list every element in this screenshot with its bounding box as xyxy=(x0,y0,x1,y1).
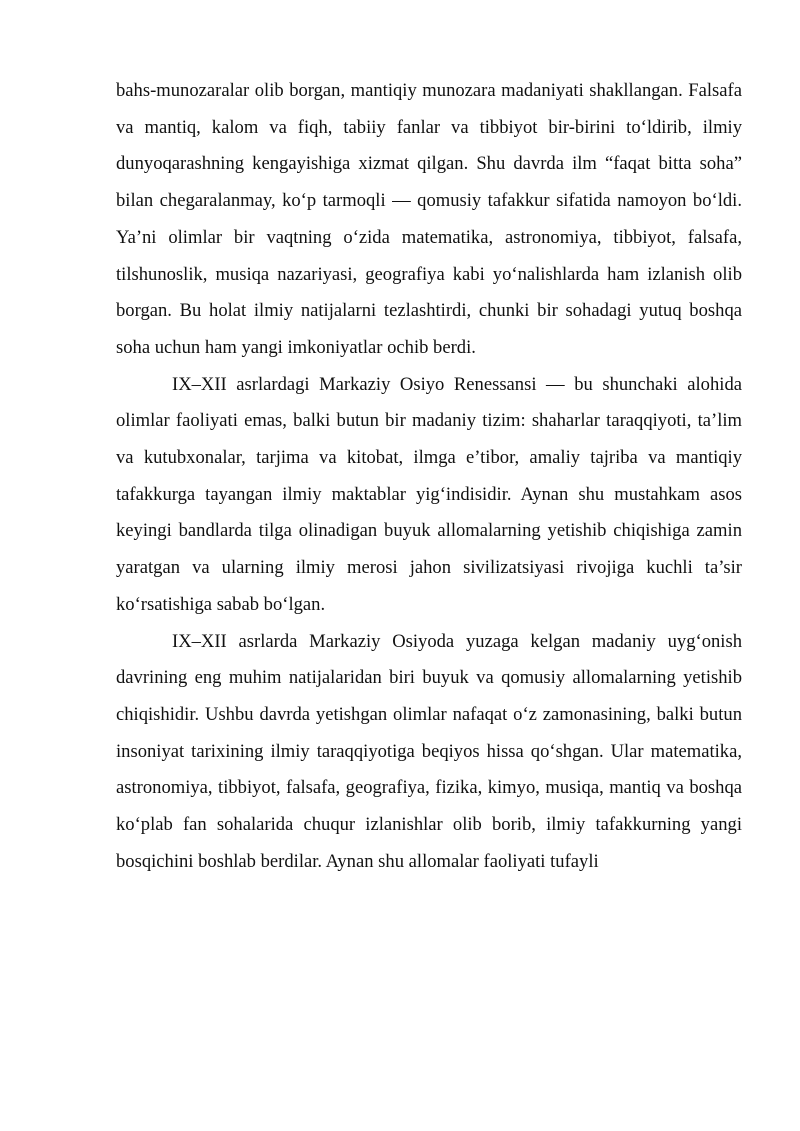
paragraph-3: IX–XII asrlarda Markaziy Osiyoda yuzaga kelgan madaniy uyg‘onish davrining eng muhim natijalaridan biri buyuk va qomusiy allomalarning yetishib chiqishidir. Ushbu davrda yetishgan olimlar nafaqat o‘z zamonasining, balki butun insoniyat tarixining ilmiy taraqqiyotiga beqiyos hissa qo‘shgan. Ular matematika, astronomiya, tibbiyot, falsafa, geografiya, fizika, kimyo, musiqa, mantiq va boshqa ko‘plab fan sohalarida chuqur izlanishlar olib borib, ilmiy tafakkurning yangi bosqichini boshlab berdilar. Aynan shu allomalar faoliyati tufayli xyxy=(116,630,742,872)
paragraph-2: IX–XII asrlardagi Markaziy Osiyo Renessansi — bu shunchaki alohida olimlar faoliyati emas, balki butun bir madaniy tizim: shaharlar taraqqiyoti, ta’lim va kutubxonalar, tarjima va kitobat, ilmga e’tibor, amaliy tajriba va mantiqiy tafakkurga tayangan ilmiy maktablar yig‘indisidir. Aynan shu mustahkam asos keyingi bandlarda tilga olinadigan buyuk allomalarning yetishib chiqishiga zamin yaratgan va ularning ilmiy merosi jahon sivilizatsiyasi rivojiga kuchli ta’sir ko‘rsatishiga sabab bo‘lgan. xyxy=(116,373,742,615)
document-page xyxy=(116,73,742,880)
paragraph-1: bahs-munozaralar olib borgan, mantiqiy munozara madaniyati shakllangan. Falsafa va mantiq, kalom va fiqh, tabiiy fanlar va tibbiyot bir-birini to‘ldirib, ilmiy dunyoqarashning kengayishiga xizmat qilgan. Shu davrda ilm “faqat bitta soha” bilan chegaralanmay, ko‘p tarmoqli — qomusiy tafakkur sifatida namoyon bo‘ldi. Ya’ni olimlar bir vaqtning o‘zida matematika, astronomiya, tibbiyot, falsafa, tilshunoslik, musiqa nazariyasi, geografiya kabi yo‘nalishlarda ham izlanish olib borgan. Bu holat ilmiy natijalarni tezlashtirdi, chunki bir sohadagi yutuq boshqa soha uchun ham yangi imkoniyatlar ochib berdi. xyxy=(116,80,742,358)
